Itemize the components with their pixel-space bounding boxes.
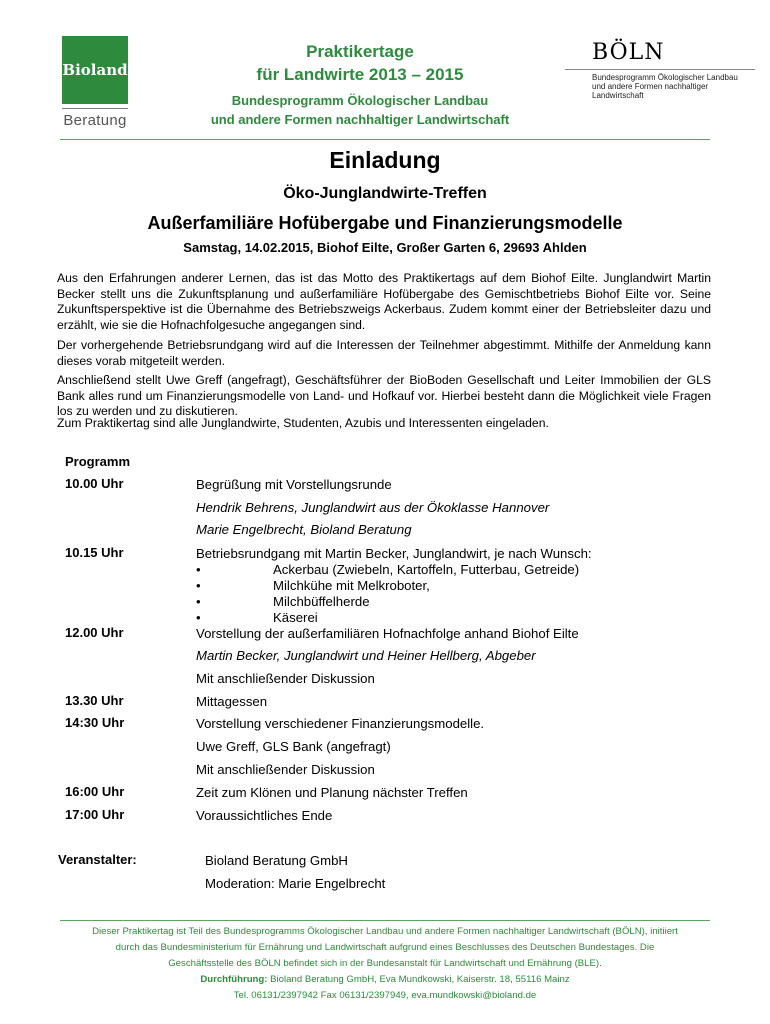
footer-contact: Tel. 06131/2397942 Fax 06131/2397949, eva.mundkowski@bioland.de bbox=[233, 990, 537, 1001]
boeln-logo-subtitle bbox=[592, 73, 755, 100]
footer-divider bbox=[60, 920, 710, 921]
intro-paragraph-2: Der vorhergehende Betriebsrundgang wird auf die Interessen der Teilnehmer abgestimmt. Mithilfe der Anmeldung kann dieses vorab mitgeteilt werden. bbox=[57, 338, 711, 368]
time-1330: 13.30 Uhr bbox=[65, 693, 124, 708]
header-subtitle-line1: Bundesprogramm Ökologischer Landbau bbox=[231, 93, 489, 108]
program-item: Zeit zum Klönen und Planung nächster Treffen bbox=[196, 785, 468, 800]
program-heading: Programm bbox=[65, 454, 131, 469]
program-item: Mittagessen bbox=[196, 694, 268, 709]
program-item: Mit anschließender Diskussion bbox=[196, 762, 375, 777]
time-1700: 17:00 Uhr bbox=[65, 807, 125, 822]
time-1015: 10.15 Uhr bbox=[65, 545, 124, 560]
intro-paragraph-3: Anschließend stellt Uwe Greff (angefragt), Geschäftsführer der BioBoden Gesellschaft und Leiter Immobilien der GLS Bank alles rund um Finanzierungsmodelle von Land- und Hofkauf vor. Hierbei besteht dann die Möglichkeit viele Fragen los zu werden und zu diskutieren. bbox=[57, 373, 711, 418]
program-item: Betriebsrundgang mit Martin Becker, Junglandwirt, je nach Wunsch: bbox=[196, 546, 592, 561]
program-speaker: Marie Engelbrecht, Bioland Beratung bbox=[196, 522, 412, 537]
bullet-text: Milchbüffelherde bbox=[273, 594, 370, 609]
organizer-label: Veranstalter: bbox=[58, 852, 137, 867]
bullet-text: Ackerbau (Zwiebeln, Kartoffeln, Futterbau, Getreide) bbox=[273, 562, 580, 577]
document-title: Einladung bbox=[329, 147, 441, 173]
bullet-dot: • bbox=[196, 562, 201, 577]
program-item: Vorstellung verschiedener Finanzierungsmodelle. bbox=[196, 716, 485, 731]
program-speaker: Uwe Greff, GLS Bank (angefragt) bbox=[196, 739, 391, 754]
header-title-line2: für Landwirte 2013 – 2015 bbox=[256, 65, 464, 84]
boeln-divider bbox=[565, 69, 755, 70]
time-1430: 14:30 Uhr bbox=[65, 715, 125, 730]
organizer-moderation: Moderation: Marie Engelbrecht bbox=[205, 876, 386, 891]
time-1600: 16:00 Uhr bbox=[65, 784, 125, 799]
bioland-logo-subtitle: Beratung bbox=[63, 112, 127, 129]
footer-line-2: durch das Bundesministerium für Ernährung und Landwirtschaft aufgrund eines Beschlusses des Deutschen Bundestages. Die bbox=[115, 942, 655, 953]
time-1000: 10.00 Uhr bbox=[65, 476, 124, 491]
bioland-logo bbox=[62, 36, 128, 129]
footer-line-4 bbox=[40, 972, 730, 988]
organizer-name: Bioland Beratung GmbH bbox=[205, 853, 348, 868]
program-item: Mit anschließender Diskussion bbox=[196, 671, 375, 686]
program-speaker: Martin Becker, Junglandwirt und Heiner Hellberg, Abgeber bbox=[196, 648, 536, 663]
header-title-block bbox=[150, 41, 570, 129]
bullet-item bbox=[196, 577, 616, 594]
bullet-text: Milchkühe mit Melkroboter, bbox=[273, 578, 430, 593]
program-speaker: Hendrik Behrens, Junglandwirt aus der Ökoklasse Hannover bbox=[196, 500, 550, 515]
bullet-text: Käserei bbox=[273, 610, 318, 625]
footer-line-1: Dieser Praktikertag ist Teil des Bundesprogramms Ökologischer Landbau und andere Formen nachhaltiger Landwirtschaft (BÖLN), initiiert bbox=[92, 926, 678, 937]
program-item: Vorstellung der außerfamiliären Hofnachfolge anhand Biohof Eilte bbox=[196, 626, 579, 641]
bullet-dot: • bbox=[196, 610, 201, 625]
bullet-dot: • bbox=[196, 594, 201, 609]
footer bbox=[40, 924, 730, 1004]
program-item: Begrüßung mit Vorstellungsrunde bbox=[196, 477, 392, 492]
footer-line-3: Geschäftsstelle des BÖLN befindet sich in der Bundesanstalt für Landwirtschaft und Ernährung (BLE). bbox=[168, 958, 602, 969]
boeln-sub-line1: Bundesprogramm Ökologischer Landbau bbox=[592, 73, 738, 82]
logo-divider bbox=[62, 108, 128, 109]
header-title-line1: Praktikertage bbox=[306, 42, 414, 61]
bullet-item bbox=[196, 593, 616, 610]
footer-implementation-text: Bioland Beratung GmbH, Eva Mundkowski, Kaiserstr. 18, 55116 Mainz bbox=[267, 974, 570, 985]
boeln-sub-line3: Landwirtschaft bbox=[592, 91, 644, 100]
intro-paragraph-4: Zum Praktikertag sind alle Junglandwirte, Studenten, Azubis und Interessenten eingeladen. bbox=[57, 416, 549, 430]
program-item: Voraussichtliches Ende bbox=[196, 808, 333, 823]
event-date-location: Samstag, 14.02.2015, Biohof Eilte, Großer Garten 6, 29693 Ahlden bbox=[183, 240, 587, 255]
bullet-item bbox=[196, 561, 616, 578]
header-divider bbox=[60, 139, 710, 140]
boeln-sub-line2: und andere Formen nachhaltiger bbox=[592, 82, 709, 91]
time-1200: 12.00 Uhr bbox=[65, 625, 124, 640]
event-topic: Außerfamiliäre Hofübergabe und Finanzierungsmodelle bbox=[147, 213, 623, 233]
bioland-logo-mark: Bioland bbox=[62, 36, 128, 104]
boeln-logo bbox=[565, 40, 755, 100]
header-subtitle-line2: und andere Formen nachhaltiger Landwirtschaft bbox=[210, 112, 510, 127]
footer-implementation-label: Durchführung: bbox=[200, 974, 268, 985]
intro-paragraph-1: Aus den Erfahrungen anderer Lernen, das ist das Motto des Praktikertags auf dem Biohof Eilte. Junglandwirt Martin Becker stellt uns die Zukunftsplanung und außerfamiliäre Hofübergabe des Gemischtbetriebs Biohof Eilte vor. Seine Zukunftsperspektive ist die Übernahme des Betriebszweigs Ackerbaus. Zudem kommt einer der Betriebsleiter dazu und erzählt, wie sie die Hofnachfolgesuche angegangen sind. bbox=[57, 271, 711, 332]
boeln-logo-name: BÖLN bbox=[592, 40, 665, 65]
event-title: Öko-Junglandwirte-Treffen bbox=[283, 185, 487, 202]
bullet-dot: • bbox=[196, 578, 201, 593]
bullet-item bbox=[196, 609, 616, 626]
